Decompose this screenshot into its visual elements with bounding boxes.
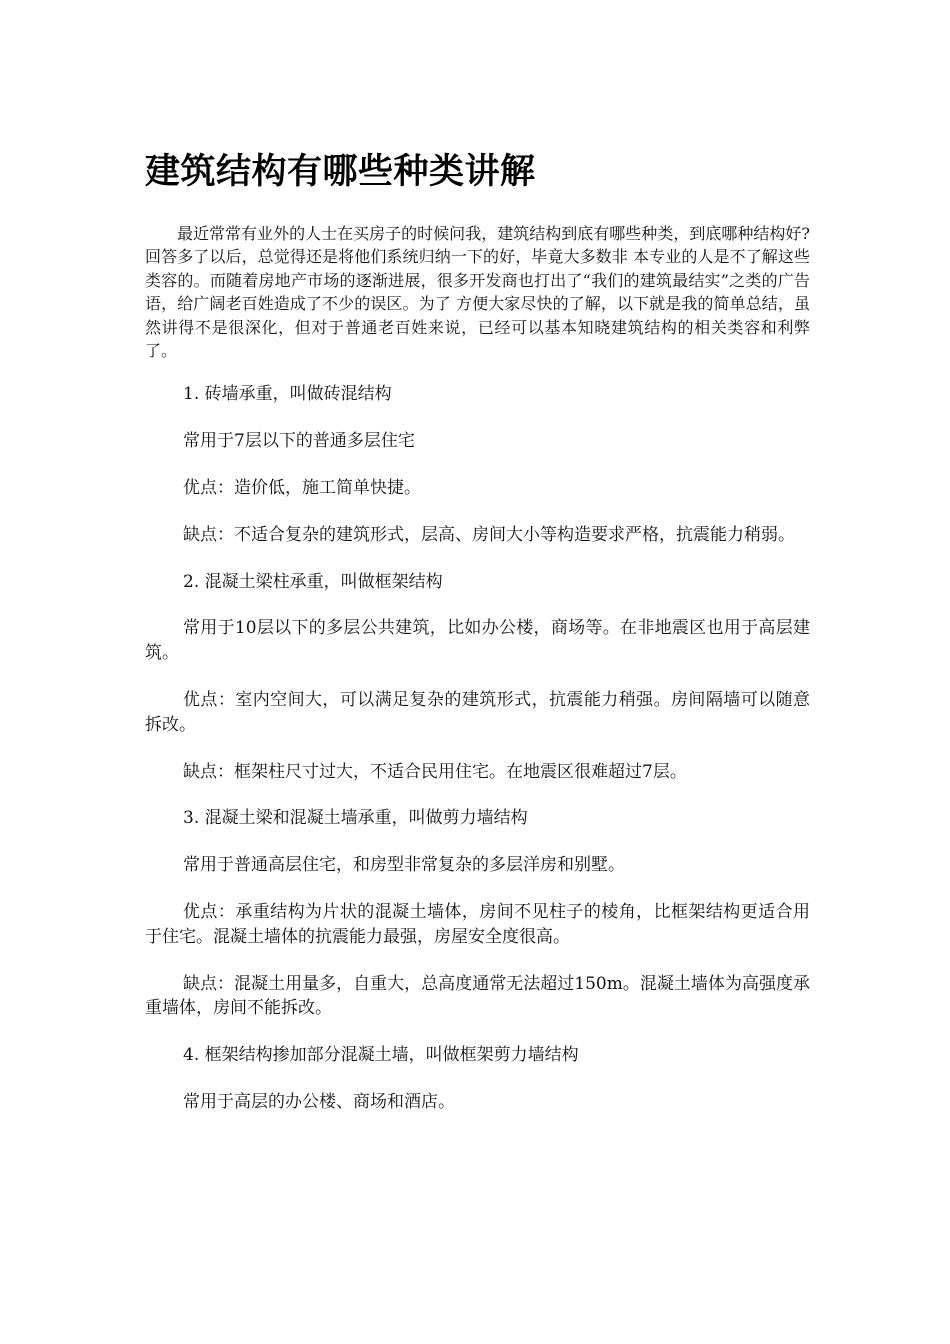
section-3-disadvantages: 缺点：混凝土用量多，自重大，总高度通常无法超过150m。混凝土墙体为高强度承重墙体，房间不能拆改。	[145, 973, 810, 1019]
section-4-usage: 常用于高层的办公楼、商场和酒店。	[183, 1091, 455, 1112]
section-1-disadvantages: 缺点：不适合复杂的建筑形式，层高、房间大小等构造要求严格，抗震能力稍弱。	[183, 524, 795, 545]
section-3-advantages: 优点：承重结构为片状的混凝土墙体，房间不见柱子的棱角，比框架结构更适合用于住宅。混凝土墙体的抗震能力最强，房屋安全度很高。	[145, 902, 810, 947]
section-2-heading: 2. 混凝土梁柱承重，叫做框架结构	[183, 571, 443, 592]
section-4-heading: 4. 框架结构掺加部分混凝土墙，叫做框架剪力墙结构	[183, 1045, 579, 1066]
section-1-advantages: 优点：造价低，施工简单快捷。	[183, 478, 421, 499]
section-2-disadvantages: 缺点：框架柱尺寸过大，不适合民用住宅。在地震区很难超过7层。	[183, 761, 687, 782]
section-3-heading: 3. 混凝土梁和混凝土墙承重，叫做剪力墙结构	[183, 808, 528, 829]
section-3-usage: 常用于普通高层住宅，和房型非常复杂的多层洋房和别墅。	[183, 855, 625, 876]
section-2-advantages: 优点：室内空间大，可以满足复杂的建筑形式，抗震能力稍强。房间隔墙可以随意拆改。	[145, 690, 810, 735]
section-1-usage: 常用于7层以下的普通多层住宅	[183, 431, 415, 452]
intro-paragraph: 最近常常有业外的人士在买房子的时候问我，建筑结构到底有哪些种类，到底哪种结构好?回答多了以后，总觉得还是将他们系统归纳一下的好，毕竟大多数非 本专业的人是不了解这些类容的。而随着房地产市场的逐渐进展，很多开发商也打出了“我们的建筑最结实”之类的广告语，给广阔老百姓造成了不少的误区。为了 方便大家尽快的了解，以下就是我的简单总结，虽然讲得不是很深化，但对于普通老百姓来说，已经可以基本知晓建筑结构的相关类容和利弊了。	[145, 224, 810, 361]
document-content	[145, 148, 810, 1137]
section-2-usage: 常用于10层以下的多层公共建筑，比如办公楼，商场等。在非地震区也用于高层建筑。	[145, 618, 810, 664]
document-title: 建筑结构有哪些种类讲解	[145, 152, 536, 192]
section-1-heading: 1. 砖墙承重，叫做砖混结构	[183, 384, 392, 405]
